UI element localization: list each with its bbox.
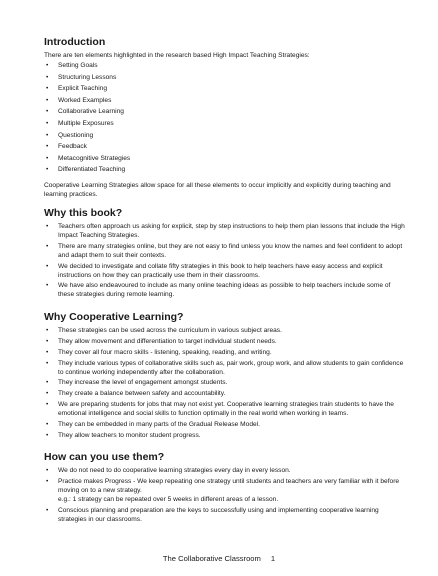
list-item: [44, 477, 408, 504]
list-item: • We are preparing students for jobs that may not exist yet. Cooperative learning strategies train students to have the emotional intelligence and social skills to function optimally in the real world when working in teams.: [44, 400, 408, 418]
list-item: • They cover all four macro skills - listening, speaking, reading, and writing.: [44, 348, 408, 357]
introduction-closing: Cooperative Learning Strategies allow space for all these elements to occur implicitly and explicitly during teaching and learning practices.: [44, 181, 391, 198]
list-item: • They can be embedded in many parts of the Gradual Release Model.: [44, 420, 408, 429]
list-item: • Multiple Exposures: [44, 118, 408, 130]
footer-title: The Collaborative Classroom: [162, 554, 261, 563]
why-this-book-list: [44, 222, 408, 299]
list-item: • They allow teachers to monitor student progress.: [44, 431, 408, 440]
list-item: • They include various types of collaborative skills such as, pair work, group work, and allow students to gain confidence to continue working independently after the collaboration.: [44, 359, 408, 377]
list-item: • Metacognitive Strategies: [44, 153, 408, 165]
list-item-example: e.g.: 1 strategy can be repeated over 5 weeks in different areas of a lesson.: [58, 496, 279, 504]
why-cooperative-learning-heading: Why Cooperative Learning?: [44, 311, 184, 324]
list-item: • We decided to investigate and collate fifty strategies in this book to help teachers have easy access and explicit instructions on how they can practically use them in their classrooms.: [44, 262, 408, 280]
list-item: • Worked Examples: [44, 95, 408, 107]
list-item: • They create a balance between safety and accountability.: [44, 389, 408, 398]
list-item: • Conscious planning and preparation are the keys to successfully using and implementing cooperative learning strategies in our classrooms.: [44, 506, 408, 524]
page-footer: [0, 554, 438, 564]
list-item: • Feedback: [44, 141, 408, 153]
list-item: • Differentiated Teaching: [44, 164, 408, 176]
page-number: 1: [270, 554, 276, 563]
list-item: • These strategies can be used across the curriculum in various subject areas.: [44, 326, 408, 335]
list-item: • We have also endeavoured to include as many online teaching ideas as possible to help teachers include some of these strategies during remote learning.: [44, 281, 408, 299]
hits-elements-list: [44, 60, 408, 176]
list-item: • Collaborative Learning: [44, 106, 408, 118]
list-item: • There are many strategies online, but they are not easy to find unless you know the names and feel confident to adopt and adapt them to suit their contexts.: [44, 242, 408, 260]
list-item: • They allow movement and differentiation to target individual student needs.: [44, 337, 408, 346]
how-can-you-use-them-heading: How can you use them?: [44, 451, 165, 464]
why-this-book-heading: Why this book?: [44, 206, 123, 219]
list-item: • Structuring Lessons: [44, 72, 408, 84]
introduction-heading: Introduction: [44, 36, 106, 48]
list-item: • Teachers often approach us asking for explicit, step by step instructions to help them plan lessons that include the High Impact Teaching Strategies.: [44, 222, 408, 240]
why-cooperative-learning-list: [44, 326, 408, 439]
list-item: • Questioning: [44, 130, 408, 142]
list-item-text: Practice makes Progress - We keep repeating one strategy until students and teachers are very familiar with it before moving on to a new strategy.: [58, 478, 400, 495]
list-item: • They increase the level of engagement amongst students.: [44, 378, 408, 387]
list-item: • Setting Goals: [44, 60, 408, 72]
list-item: • We do not need to do cooperative learning strategies every day in every lesson.: [44, 466, 408, 475]
how-can-you-use-them-list: [44, 466, 408, 524]
introduction-lead: There are ten elements highlighted in the research based High Impact Teaching Strategies:: [44, 52, 310, 59]
list-item: • Explicit Teaching: [44, 83, 408, 95]
